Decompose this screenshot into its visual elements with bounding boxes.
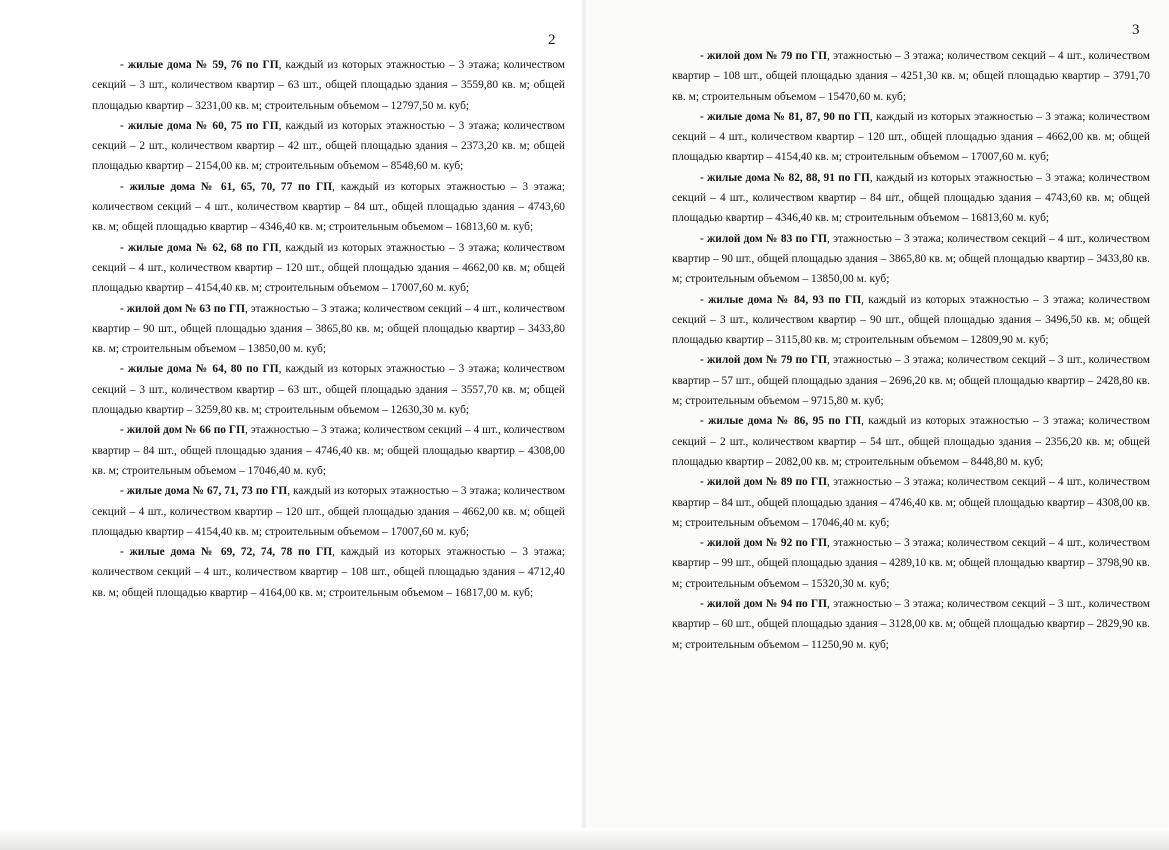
building-entry [92, 116, 565, 177]
page-left [0, 0, 584, 850]
building-entry [92, 420, 565, 481]
entry-details: , этажностью – 3 этажа; количеством секций – 3 шт., количеством квартир – 57 шт., общей площадью здания – 2696,20 кв. м; общей площадью квартир – 2428,80 кв. м; строительным объемом – 9715,80 м. куб; [672, 354, 1150, 408]
building-entry [672, 594, 1150, 655]
entry-heading: - жилые дома № 64, 80 по ГП [120, 363, 279, 376]
book-gutter [580, 0, 588, 850]
building-entry [672, 472, 1150, 533]
entry-heading: - жилой дом № 79 по ГП [700, 354, 828, 367]
entry-details: , каждый из которых этажностью – 3 этажа; количеством секций – 4 шт., количеством квартир – 120 шт., общей площадью здания – 4662,00 кв. м; общей площадью квартир – 4154,40 кв. м; строительным объемом – 17007,60 м. куб; [92, 485, 565, 538]
entry-heading: - жилые дома № 59, 76 по ГП [120, 59, 279, 71]
entry-heading: - жилые дома № 82, 88, 91 по ГП [700, 171, 870, 184]
entry-details: , этажностью – 3 этажа; количеством секций – 4 шт., количеством квартир – 84 шт., общей площадью здания – 4746,40 кв. м; общей площадью квартир – 4308,00 кв. м; строительным объемом – 17046,40 м. куб; [92, 424, 565, 477]
entry-list [672, 46, 1150, 655]
building-entry [92, 177, 565, 238]
entry-details: , этажностью – 3 этажа; количеством секций – 3 шт., количеством квартир – 60 шт., общей площадью здания – 3128,00 кв. м; общей площадью квартир – 2829,90 кв. м; строительным объемом – 11250,90 м. куб; [672, 598, 1150, 651]
building-entry [92, 359, 565, 420]
entry-details: , каждый из которых этажностью – 3 этажа; количеством секций – 4 шт., количеством квартир – 84 шт., общей площадью здания – 4743,60 кв. м; общей площадью квартир – 4346,40 кв. м; строительным объемом – 16813,60 м. куб; [92, 180, 565, 234]
entry-details: , каждый из которых этажностью – 3 этажа; количеством секций – 4 шт., количеством квартир – 120 шт., общей площадью здания – 4662,00 кв. м; общей площадью квартир – 4154,40 кв. м; строительным объемом – 17007,60 м. куб; [672, 110, 1150, 164]
entry-heading: - жилые дома № 69, 72, 74, 78 по ГП [120, 546, 333, 559]
entry-list [92, 55, 565, 603]
building-entry [92, 299, 565, 360]
building-entry [672, 290, 1150, 351]
entry-heading: - жилые дома № 86, 95 по ГП [700, 415, 862, 428]
building-entry [672, 350, 1150, 411]
entry-heading: - жилые дома № 84, 93 по ГП [700, 293, 862, 306]
entry-heading: - жилой дом № 66 по ГП [120, 424, 245, 437]
entry-details: , каждый из которых этажностью – 3 этажа; количеством секций – 3 шт., количеством квартир – 90 шт., общей площадью здания – 3496,50 кв. м; общей площадью квартир – 3115,80 кв. м; строительным объемом – 12809,90 м. куб; [672, 293, 1151, 347]
scan-edge-shadow [0, 828, 1169, 850]
entry-heading: - жилой дом № 83 по ГП [700, 232, 828, 245]
entry-details: , каждый из которых этажностью – 3 этажа; количеством секций – 4 шт., количеством квартир – 120 шт., общей площадью здания – 4662,00 кв. м; общей площадью квартир – 4154,40 кв. м; строительным объемом – 17007,60 м. куб; [92, 241, 566, 295]
building-entry [672, 107, 1150, 168]
page-number: 3 [1132, 22, 1140, 38]
building-entry [92, 55, 565, 116]
entry-heading: - жилые дома № 61, 65, 70, 77 по ГП [120, 180, 333, 193]
entry-details: , каждый из которых этажностью – 3 этажа; количеством секций – 2 шт., количеством квартир – 54 шт., общей площадью здания – 2356,20 кв. м; общей площадью квартир – 2082,00 кв. м; строительным объемом – 8448,80 м. куб; [672, 415, 1151, 468]
entry-heading: - жилые дома № 60, 75 по ГП [120, 119, 279, 132]
page-right [584, 0, 1169, 850]
entry-details: , каждый из которых этажностью – 3 этажа; количеством секций – 2 шт., количеством квартир – 42 шт., общей площадью здания – 2373,20 кв. м; общей площадью квартир – 2154,00 кв. м; строительным объемом – 8548,60 м. куб; [92, 119, 566, 173]
entry-details: , этажностью – 3 этажа; количеством секций – 4 шт., количеством квартир – 90 шт., общей площадью здания – 3865,80 кв. м; общей площадью квартир – 3433,80 кв. м; строительным объемом – 13850,00 м. куб; [672, 232, 1150, 286]
building-entry [672, 168, 1150, 229]
entry-heading: - жилой дом № 89 по ГП [700, 476, 828, 489]
entry-heading: - жилой дом № 63 по ГП [120, 302, 245, 315]
building-entry [672, 46, 1150, 107]
entry-details: , каждый из которых этажностью – 3 этажа; количеством секций – 4 шт., количеством квартир – 108 шт., общей площадью здания – 4712,40 кв. м; общей площадью квартир – 4164,00 кв. м; строительным объемом – 16817,00 м. куб; [92, 546, 565, 599]
entry-details: , этажностью – 3 этажа; количеством секций – 4 шт., количеством квартир – 90 шт., общей площадью здания – 3865,80 кв. м; общей площадью квартир – 3433,80 кв. м; строительным объемом – 13850,00 м. куб; [92, 302, 565, 356]
entry-details: , этажностью – 3 этажа; количеством секций – 4 шт., количеством квартир – 108 шт., общей площадью здания – 4251,30 кв. м; общей площадью квартир – 3791,70 кв. м; строительным объемом – 15470,60 м. куб; [672, 50, 1150, 103]
building-entry [92, 481, 565, 542]
building-entry [92, 238, 565, 299]
entry-heading: - жилой дом № 79 по ГП [700, 50, 828, 62]
entry-details: , каждый из которых этажностью – 3 этажа; количеством секций – 3 шт., количеством квартир – 63 шт., общей площадью здания – 3559,80 кв. м; общей площадью квартир – 3231,00 кв. м; строительным объемом – 12797,50 м. куб; [92, 59, 566, 112]
entry-details: , этажностью – 3 этажа; количеством секций – 4 шт., количеством квартир – 99 шт., общей площадью здания – 4289,10 кв. м; общей площадью квартир – 3798,90 кв. м; строительным объемом – 15320,30 м. куб; [672, 537, 1150, 590]
entry-heading: - жилые дома № 62, 68 по ГП [120, 241, 279, 254]
entry-heading: - жилые дома № 67, 71, 73 по ГП [120, 485, 288, 498]
entry-details: , каждый из которых этажностью – 3 этажа; количеством секций – 4 шт., количеством квартир – 84 шт., общей площадью здания – 4743,60 кв. м; общей площадью квартир – 4346,40 кв. м; строительным объемом – 16813,60 м. куб; [672, 171, 1150, 225]
entry-heading: - жилые дома № 81, 87, 90 по ГП [700, 110, 870, 123]
building-entry [672, 411, 1150, 472]
page-number: 2 [548, 32, 556, 48]
entry-details: , каждый из которых этажностью – 3 этажа; количеством секций – 3 шт., количеством квартир – 63 шт., общей площадью здания – 3557,70 кв. м; общей площадью квартир – 3259,80 кв. м; строительным объемом – 12630,30 м. куб; [92, 363, 566, 417]
building-entry [672, 229, 1150, 290]
entry-heading: - жилой дом № 94 по ГП [700, 598, 828, 611]
entry-heading: - жилой дом № 92 по ГП [700, 537, 828, 550]
entry-details: , этажностью – 3 этажа; количеством секций – 4 шт., количеством квартир – 84 шт., общей площадью здания – 4746,40 кв. м; общей площадью квартир – 4308,00 кв. м; строительным объемом – 17046,40 м. куб; [672, 476, 1150, 529]
building-entry [672, 533, 1150, 594]
building-entry [92, 542, 565, 603]
